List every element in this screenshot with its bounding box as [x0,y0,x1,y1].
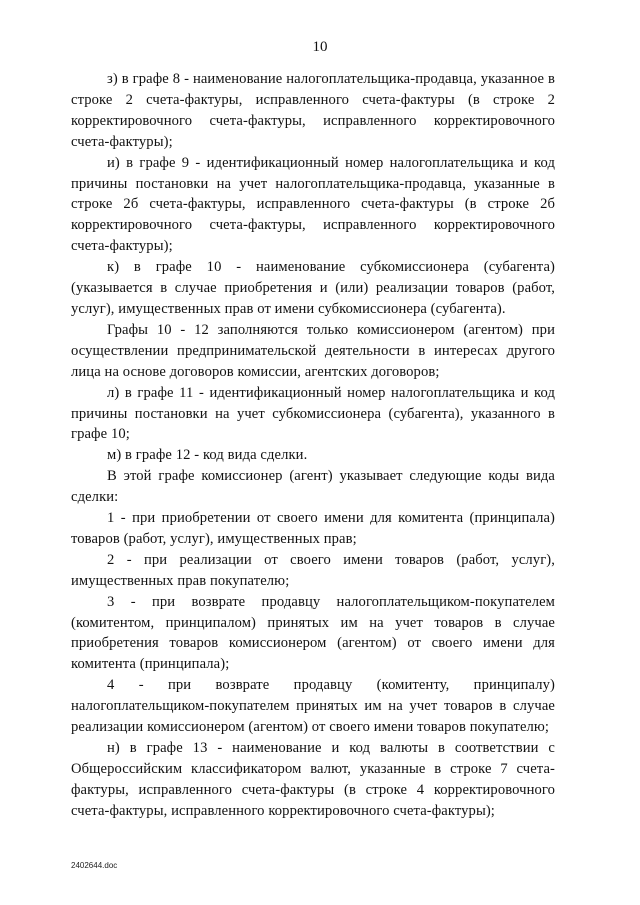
document-body [71,69,555,822]
paragraph-code-4: 4 - при возврате продавцу (комитенту, принципалу) налогоплательщиком-покупателем принятых им на учет товаров в случае реализации комиссионером (агентом) от своего имени товаров покупателю; [71,677,555,736]
paragraph-n-column-13: н) в графе 13 - наименование и код валюты в соответствии с Общероссийским классификатором валют, указанные в строке 7 счета-фактуры, исправленного счета-фактуры (в строке 4 корректировочного счета-фактуры, исправленного корректировочного счета-фактуры); [71,740,555,819]
paragraph-z-column-8: з) в графе 8 - наименование налогоплательщика-продавца, указанное в строке 2 счета-фактуры, исправленного счета-фактуры (в строке 2 корректировочного счета-фактуры, исправленного корректировочного счета-фактуры); [71,71,555,150]
paragraph-code-1: 1 - при приобретении от своего имени для комитента (принципала) товаров (работ, услуг), имущественных прав; [71,510,555,547]
paragraph-i-column-9: и) в графе 9 - идентификационный номер налогоплательщика и код причины постановки на учет налогоплательщика-продавца, указанные в строке 2б счета-фактуры, исправленного счета-фактуры (в строке 2б корректировочного счета-фактуры, исправленного корректировочного счета-фактуры); [71,154,555,255]
paragraph-m-column-12: м) в графе 12 - код вида сделки. [107,447,308,464]
paragraph-code-3: 3 - при возврате продавцу налогоплательщиком-покупателем (комитентом, принципалом) принятых им на учет товаров в случае приобретения товаров комиссионером (агентом) от своего имени для комитента (принципала); [71,593,555,673]
page-number: 10 [312,39,328,55]
paragraph-columns-10-12-note: Графы 10 - 12 заполняются только комиссионером (агентом) при осуществлении предпринимательской деятельности в интересах другого лица на основе договоров комиссии, агентских договоров; [71,321,555,380]
paragraph-l-column-11: л) в графе 11 - идентификационный номер налогоплательщика и код причины постановки на учет субкомиссионера (субагента), указанного в графе 10; [71,384,555,443]
paragraph-code-2: 2 - при реализации от своего имени товаров (работ, услуг), имущественных прав покупателю; [71,551,555,589]
footer-filename: 2402644.doc [71,861,118,870]
paragraph-transaction-codes-intro: В этой графе комиссионер (агент) указывает следующие коды вида сделки: [71,468,555,506]
paragraph-k-column-10: к) в графе 10 - наименование субкомиссионера (субагента) (указывается в случае приобретения и (или) реализации товаров (работ, услуг), имущественных прав от имени субкомиссионера (субагента). [71,259,555,317]
